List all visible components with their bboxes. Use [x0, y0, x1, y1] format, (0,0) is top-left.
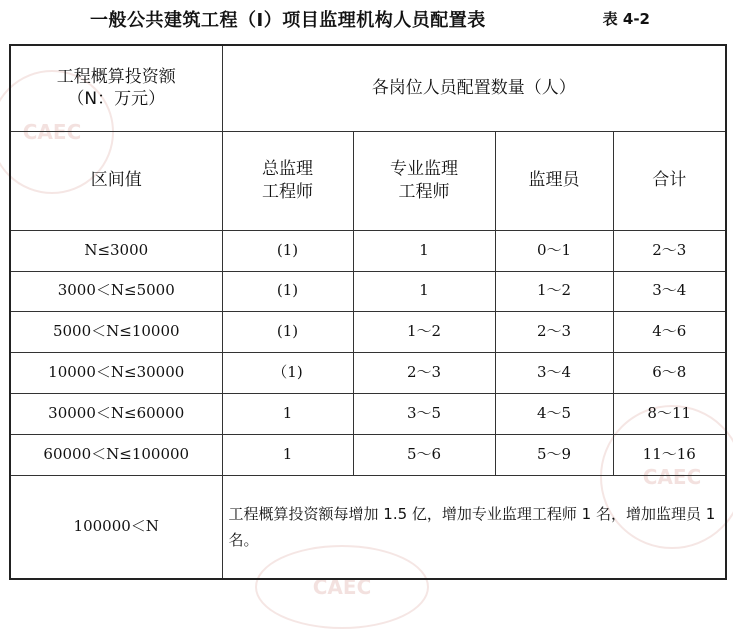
total-header: 合计 [613, 131, 726, 230]
supervisor-cell: 4～5 [495, 393, 613, 434]
specialist-engineer-header [353, 131, 495, 230]
range-cell: 5000＜N≤10000 [10, 311, 222, 352]
table-row [10, 311, 726, 352]
table-row [10, 393, 726, 434]
chief-engineer-cell: (1) [222, 230, 353, 271]
table-caption [90, 6, 650, 32]
table-row [10, 230, 726, 271]
specialist-engineer-header-line2: 工程师 [398, 181, 450, 202]
table-row [10, 352, 726, 393]
table-row [10, 271, 726, 311]
specialist-engineer-cell: 5～6 [353, 434, 495, 475]
table-row-last [10, 475, 726, 579]
specialist-engineer-cell: 1 [353, 271, 495, 311]
chief-engineer-cell: (1) [222, 311, 353, 352]
total-cell: 3～4 [613, 271, 726, 311]
specialist-engineer-cell: 1 [353, 230, 495, 271]
chief-engineer-header-line2: 工程师 [262, 181, 313, 202]
chief-engineer-cell: 1 [222, 393, 353, 434]
table-number: 表 4-2 [602, 10, 650, 28]
staff-configuration-table [9, 44, 727, 580]
watermark-caec: CAEC [600, 405, 733, 549]
total-cell: 11～16 [613, 434, 726, 475]
note-cell: 工程概算投资额每增加 1.5 亿，增加专业监理工程师 1 名，增加监理员 1 名。 [222, 475, 726, 579]
range-cell: 3000＜N≤5000 [10, 271, 222, 311]
specialist-engineer-cell: 1～2 [353, 311, 495, 352]
supervisor-cell: 3～4 [495, 352, 613, 393]
range-cell: 100000＜N [10, 475, 222, 579]
total-cell: 2～3 [613, 230, 726, 271]
total-cell: 6～8 [613, 352, 726, 393]
investment-header [10, 45, 222, 131]
chief-engineer-header-line1: 总监理 [262, 159, 313, 180]
investment-header-line2: （N：万元） [67, 89, 166, 110]
specialist-engineer-header-line1: 专业监理 [390, 159, 458, 180]
range-cell: 60000＜N≤100000 [10, 434, 222, 475]
table-header-row [10, 45, 726, 131]
chief-engineer-header [222, 131, 353, 230]
supervisor-cell: 0～1 [495, 230, 613, 271]
supervisor-header: 监理员 [495, 131, 613, 230]
table-title: 一般公共建筑工程（Ⅰ）项目监理机构人员配置表 [90, 10, 486, 31]
positions-header: 各岗位人员配置数量（人） [222, 45, 726, 131]
total-cell: 4～6 [613, 311, 726, 352]
range-cell: 10000＜N≤30000 [10, 352, 222, 393]
chief-engineer-cell: 1 [222, 434, 353, 475]
table-subheader-row [10, 131, 726, 230]
supervisor-cell: 2～3 [495, 311, 613, 352]
watermark-caec: CAEC [0, 70, 114, 194]
range-cell: N≤3000 [10, 230, 222, 271]
range-header: 区间值 [10, 131, 222, 230]
range-cell: 30000＜N≤60000 [10, 393, 222, 434]
specialist-engineer-cell: 2～3 [353, 352, 495, 393]
table-row [10, 434, 726, 475]
watermark-caec: CAEC [255, 545, 429, 629]
investment-header-line1: 工程概算投资额 [56, 67, 176, 88]
supervisor-cell: 1～2 [495, 271, 613, 311]
total-cell: 8～11 [613, 393, 726, 434]
chief-engineer-cell: （1) [222, 352, 353, 393]
chief-engineer-cell: (1) [222, 271, 353, 311]
supervisor-cell: 5～9 [495, 434, 613, 475]
specialist-engineer-cell: 3～5 [353, 393, 495, 434]
